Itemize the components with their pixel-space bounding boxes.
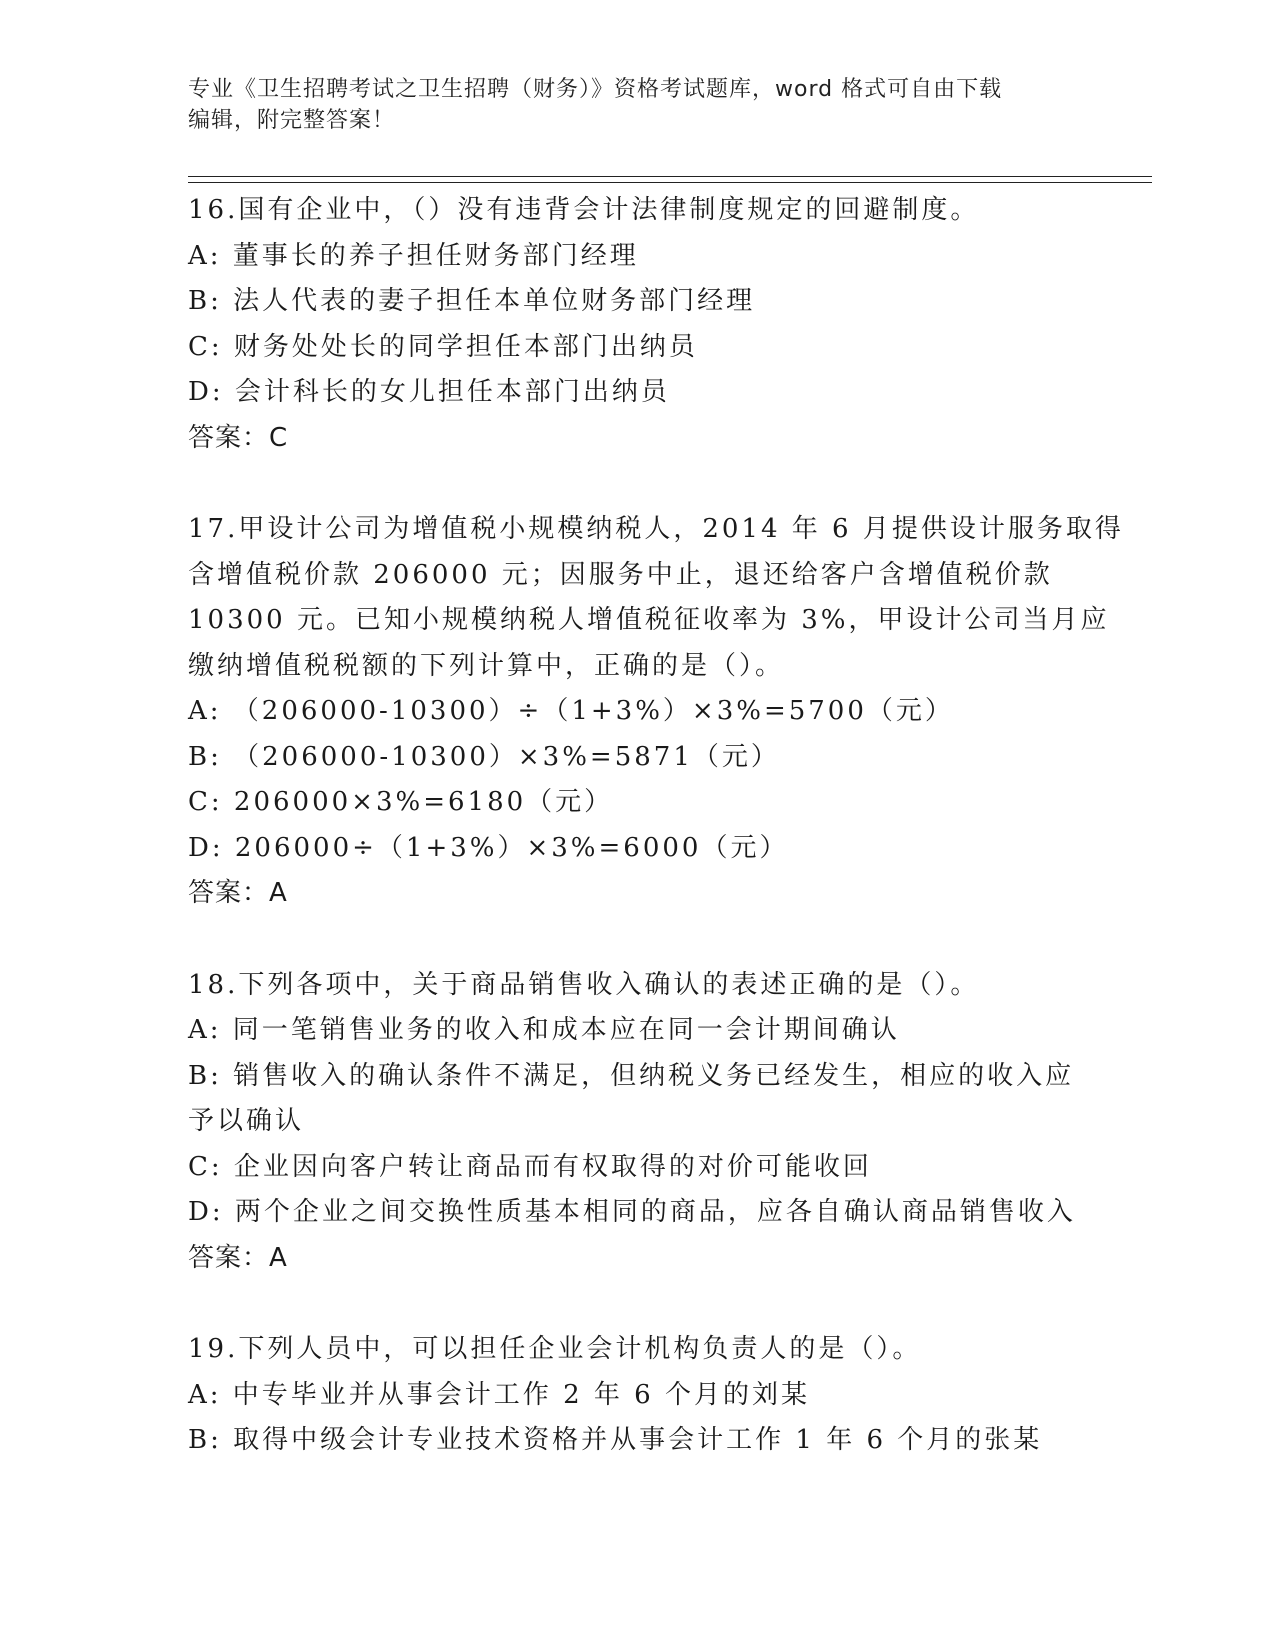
header-line-1: 专业《卫生招聘考试之卫生招聘（财务）》资格考试题库，word 格式可自由下载: [188, 77, 1003, 102]
question-17: [188, 507, 1124, 917]
answer-line: 答案：A: [188, 1242, 288, 1273]
question-stem: 缴纳增值税税额的下列计算中，正确的是（）。: [188, 650, 785, 681]
question-stem: 18.下列各项中，关于商品销售收入确认的表述正确的是（）。: [188, 969, 980, 1000]
option-d: D: 206000÷（1+3%）×3%=6000（元）: [188, 832, 789, 863]
question-spacer: [188, 1281, 1088, 1327]
header-divider-bottom: [188, 182, 1152, 183]
option-c: C: 206000×3%=6180（元）: [188, 787, 614, 817]
question-stem: 19.下列人员中，可以担任企业会计机构负责人的是（）。: [188, 1334, 922, 1364]
question-list: [188, 188, 1124, 1464]
question-stem: 10300 元。已知小规模纳税人增值税征收率为 3%，甲设计公司当月应: [188, 605, 1110, 635]
option-c: C: 企业因向客户转让商品而有权取得的对价可能收回: [188, 1151, 872, 1182]
answer-line: 答案：A: [188, 878, 288, 908]
option-b: B: 取得中级会计专业技术资格并从事会计工作 1 年 6 个月的张某: [188, 1425, 1043, 1455]
question-16: [188, 188, 1088, 461]
question-spacer: [188, 461, 1088, 507]
option-a: A: 同一笔销售业务的收入和成本应在同一会计期间确认: [188, 1015, 900, 1045]
option-a: A: 中专毕业并从事会计工作 2 年 6 个月的刘某: [188, 1379, 810, 1410]
option-d: D: 两个企业之间交换性质基本相同的商品，应各自确认商品销售收入: [188, 1197, 1076, 1227]
option-b: B: 销售收入的确认条件不满足，但纳税义务已经发生，相应的收入应: [188, 1060, 1075, 1091]
question-stem: 17.甲设计公司为增值税小规模纳税人，2014 年 6 月提供设计服务取得: [188, 514, 1124, 544]
document-header: [188, 74, 1068, 136]
question-stem: 含增值税价款 206000 元；因服务中止，退还给客户含增值税价款: [188, 559, 1053, 590]
option-b: B: 法人代表的妻子担任本单位财务部门经理: [188, 286, 756, 316]
question-18: [188, 963, 1088, 1282]
header-line-2: 编辑，附完整答案！: [188, 108, 396, 133]
option-d: D: 会计科长的女儿担任本部门出纳员: [188, 377, 670, 407]
option-c: C: 财务处处长的同学担任本部门出纳员: [188, 331, 698, 362]
question-spacer: [188, 917, 1088, 963]
header-divider-top: [188, 176, 1152, 177]
option-a: A: 董事长的养子担任财务部门经理: [188, 240, 639, 271]
option-b: B: （206000-10300）×3%=5871（元）: [188, 741, 780, 772]
option-a: A: （206000-10300）÷（1+3%）×3%=5700（元）: [188, 696, 954, 726]
answer-line: 答案：C: [188, 422, 289, 453]
question-stem: 16.国有企业中，（）没有违背会计法律制度规定的回避制度。: [188, 195, 980, 225]
option-b-continued: 予以确认: [188, 1106, 305, 1136]
question-19: [188, 1327, 1088, 1464]
